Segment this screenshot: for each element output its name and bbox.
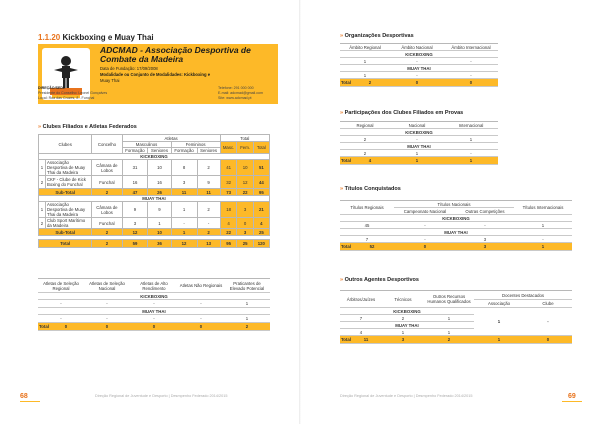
- table-cell: 2: [39, 176, 46, 189]
- table-cell: -: [38, 300, 84, 308]
- table-cell: Outros Recursos Humanos Qualificados: [424, 291, 474, 308]
- table-cell: 22: [237, 189, 253, 196]
- h-femininos: Femininos: [171, 142, 220, 148]
- table-cell: 1: [390, 157, 444, 165]
- table-cell: 1: [474, 308, 524, 336]
- president: Presidente do Conselho: Leonel Gonçalves: [38, 91, 108, 95]
- table-cell: 0: [84, 323, 130, 331]
- table-cell: 7: [340, 315, 382, 322]
- table-cell: 95: [220, 240, 237, 248]
- table-cell: Árbitros/Juízes: [340, 291, 382, 308]
- table-cell: 4: [340, 329, 382, 336]
- table-cell: 11: [171, 189, 197, 196]
- table-cell: Total 4: [340, 157, 390, 165]
- table-cell: 3: [237, 202, 253, 218]
- table-cell: 1: [444, 136, 498, 143]
- table-cell: Sub-Total: [39, 189, 92, 196]
- contact-email: E-mail: adcmad@gmail.com: [218, 91, 263, 95]
- page-number: 68: [20, 393, 28, 400]
- clubes-table: [38, 134, 270, 248]
- section-title: [38, 33, 154, 42]
- table-cell: 41: [220, 160, 237, 176]
- table-cell: 0: [524, 336, 572, 344]
- table-cell: 1: [171, 202, 197, 218]
- table-cell: Atletas de Alto Rendimento: [130, 279, 178, 293]
- table-cell: 0: [178, 323, 224, 331]
- org-table: [340, 43, 498, 87]
- table-cell: -: [444, 58, 498, 65]
- contact-site: Site: www.adcmad.pt: [218, 96, 252, 100]
- table-cell: 2: [197, 229, 220, 236]
- foundation-date: Data de Fundação: 17/09/2008: [100, 66, 158, 71]
- table-cell: Títulos Nacionais: [394, 201, 514, 208]
- table-cell: 9: [197, 176, 220, 189]
- table-cell: 0: [444, 79, 498, 87]
- table-cell: 3: [237, 229, 253, 236]
- table-cell: 11: [197, 189, 220, 196]
- titulos-heading: » Títulos Conquistados: [340, 186, 401, 192]
- right-page: [300, 0, 600, 424]
- table-row: [38, 315, 270, 323]
- table-row: [38, 300, 270, 308]
- entity-name: ADCMAD - Associação Desportiva de Combate da Madeira: [100, 45, 251, 64]
- table-cell: Clube: [524, 300, 572, 308]
- table-cell: 2: [92, 240, 122, 248]
- table-cell: MUAY THAI: [340, 322, 474, 329]
- table-cell: 51: [253, 160, 269, 176]
- table-cell: 2: [92, 229, 122, 236]
- table-cell: 0: [237, 218, 253, 229]
- table-cell: 95: [253, 189, 269, 196]
- band-muay-thai: MUAY THAI: [39, 196, 270, 202]
- org-heading: » Organizações Desportivas: [340, 33, 414, 39]
- table-cell: 1: [424, 329, 474, 336]
- contact-phone: Telefone: 291 000 000: [218, 86, 254, 90]
- table-cell: 10: [148, 160, 171, 176]
- table-cell: -: [178, 315, 224, 323]
- table-cell: 1: [514, 243, 572, 251]
- table-cell: 18: [220, 202, 237, 218]
- table-cell: Internacional: [444, 122, 498, 129]
- table-cell: 4: [220, 218, 237, 229]
- table-cell: Funchal: [92, 176, 122, 189]
- table-cell: 12: [171, 240, 197, 248]
- subtotal-row: [39, 189, 270, 196]
- table-cell: Club Sport Marítimo da Madeira: [45, 218, 91, 229]
- table-cell: Associação Desportiva de Muay Thai da Madeira: [45, 160, 91, 176]
- entity-meta: [100, 66, 270, 84]
- table-cell: 3: [382, 336, 424, 344]
- table-cell: -: [84, 300, 130, 308]
- table-cell: 1: [39, 202, 46, 218]
- table-cell: 26: [148, 189, 171, 196]
- table-cell: 25: [253, 229, 269, 236]
- table-cell: 1: [390, 150, 444, 157]
- table-cell: -: [171, 218, 197, 229]
- table-cell: -: [197, 218, 220, 229]
- table-row: [39, 176, 270, 189]
- table-cell: 10: [237, 160, 253, 176]
- table-cell: -: [84, 315, 130, 323]
- table-cell: Total 52: [340, 243, 394, 251]
- table-cell: 12: [237, 176, 253, 189]
- table-cell: 16: [148, 176, 171, 189]
- table-cell: Títulos Internacionais: [514, 201, 572, 215]
- table-cell: KICKBOXING: [38, 293, 270, 300]
- table-cell: -: [390, 136, 444, 143]
- table-cell: 0: [390, 79, 444, 87]
- table-cell: 3: [456, 236, 514, 243]
- table-cell: 12: [122, 229, 148, 236]
- table-cell: Atletas Não Regionais: [178, 279, 224, 293]
- table-cell: 1: [474, 336, 524, 344]
- table-cell: 2: [340, 136, 390, 143]
- h-fem: Fem.: [237, 142, 253, 154]
- table-cell: -: [394, 222, 456, 229]
- table-cell: Câmara de Lobos: [92, 202, 122, 218]
- table-cell: 21: [253, 202, 269, 218]
- table-cell: 2: [197, 160, 220, 176]
- table-cell: -: [444, 72, 498, 79]
- table-cell: 10: [148, 229, 171, 236]
- table-cell: 1: [340, 72, 390, 79]
- table-cell: 2: [340, 150, 390, 157]
- table-cell: -: [38, 315, 84, 323]
- table-cell: -: [390, 58, 444, 65]
- total-row: [38, 323, 270, 331]
- table-cell: 32: [220, 176, 237, 189]
- table-cell: -: [456, 222, 514, 229]
- table-cell: 2: [424, 336, 474, 344]
- direction-label: DIREÇÃO/SEDE: [38, 86, 66, 90]
- table-cell: 4: [253, 218, 269, 229]
- h-clubes: Clubes: [39, 135, 92, 154]
- table-cell: 120: [253, 240, 269, 248]
- table-cell: Sub-Total: [39, 229, 92, 236]
- table-cell: Seniores: [148, 148, 171, 154]
- table-cell: Docentes Destacados: [474, 291, 572, 300]
- h-tot: Total: [253, 142, 269, 154]
- table-cell: Atletas de Seleção Nacional: [84, 279, 130, 293]
- table-cell: Associação: [474, 300, 524, 308]
- table-cell: 2: [92, 189, 122, 196]
- modalities: Modalidade ou Conjunto de Modalidades: Kickboxing e: [100, 72, 211, 77]
- address: Local: Rua das Cruzes, 8 - Funchal: [38, 96, 95, 100]
- modalities-cont: Muay Thai: [100, 78, 120, 83]
- table-cell: 7: [340, 236, 394, 243]
- table-cell: -: [394, 236, 456, 243]
- table-cell: -: [178, 300, 224, 308]
- table-cell: 1: [444, 157, 498, 165]
- table-cell: -: [390, 72, 444, 79]
- table-cell: 2: [382, 315, 424, 322]
- table-cell: KICKBOXING: [340, 51, 498, 58]
- table-cell: 9: [148, 202, 171, 218]
- table-cell: 2: [197, 202, 220, 218]
- table-cell: MUAY THAI: [340, 229, 572, 236]
- section-number: 1.1.20: [38, 33, 61, 42]
- h-masc: Masc.: [220, 142, 237, 154]
- table-cell: Âmbito Internacional: [444, 44, 498, 51]
- table-row: [39, 202, 270, 218]
- table-cell: Técnicos: [382, 291, 424, 308]
- table-cell: Total 0: [38, 323, 84, 331]
- table-cell: 1: [424, 315, 474, 322]
- table-cell: -: [514, 236, 572, 243]
- table-cell: Seniores: [197, 148, 220, 154]
- table-cell: MUAY THAI: [38, 308, 270, 315]
- table-row: [39, 160, 270, 176]
- table-cell: 16: [122, 176, 148, 189]
- titulos-table: [340, 200, 572, 251]
- table-cell: 3: [122, 218, 148, 229]
- table-cell: 1: [340, 58, 390, 65]
- table-cell: Total 11: [340, 336, 382, 344]
- table-cell: 59: [122, 240, 148, 248]
- total-row: [39, 240, 270, 248]
- table-cell: Funchal: [92, 218, 122, 229]
- table-cell: 44: [253, 176, 269, 189]
- subtotal-row: [39, 229, 270, 236]
- table-cell: -: [130, 300, 178, 308]
- page-number: 69: [568, 393, 576, 400]
- table-cell: 8: [171, 160, 197, 176]
- table-cell: Títulos Regionais: [340, 201, 394, 215]
- table-cell: 1: [39, 160, 46, 176]
- h-concelho: Concelho: [92, 135, 122, 154]
- clubes-heading: » Clubes Filiados e Atletas Federados: [38, 124, 137, 130]
- table-cell: Câmara de Lobos: [92, 160, 122, 176]
- table-cell: 1: [382, 329, 424, 336]
- table-cell: 9: [122, 202, 148, 218]
- table-cell: 2: [224, 323, 270, 331]
- part-heading: » Participações dos Clubes Filiados em Provas: [340, 110, 464, 116]
- table-cell: 1: [224, 300, 270, 308]
- table-cell: 3: [171, 176, 197, 189]
- table-cell: MUAY THAI: [340, 65, 498, 72]
- table-cell: 1: [514, 222, 572, 229]
- table-cell: Total 2: [340, 79, 390, 87]
- table-cell: Outras Competições: [456, 208, 514, 215]
- table-cell: 36: [148, 240, 171, 248]
- table-cell: 45: [340, 222, 394, 229]
- table-cell: MUAY THAI: [340, 143, 498, 150]
- table-cell: Formação: [171, 148, 197, 154]
- h-masculinos: Masculinos: [122, 142, 171, 148]
- table-cell: 1: [171, 229, 197, 236]
- table-cell: KICKBOXING: [340, 215, 572, 222]
- table-row: [39, 218, 270, 229]
- table-cell: 2: [39, 218, 46, 229]
- table-cell: Nacional: [390, 122, 444, 129]
- agentes-heading: » Outros Agentes Desportivos: [340, 277, 419, 283]
- selecao-table: [38, 278, 270, 331]
- h-atletas: Atletas: [122, 135, 220, 142]
- table-cell: Âmbito Regional: [340, 44, 390, 51]
- table-cell: 1: [224, 315, 270, 323]
- table-cell: Âmbito Nacional: [390, 44, 444, 51]
- band-kickboxing: KICKBOXING: [39, 154, 270, 160]
- agentes-table: [340, 290, 572, 344]
- table-cell: KICKBOXING: [340, 308, 474, 315]
- table-cell: 13: [197, 240, 220, 248]
- table-cell: 3: [456, 243, 514, 251]
- table-cell: Praticantes de Elevado Potencial: [224, 279, 270, 293]
- table-cell: -: [524, 308, 572, 336]
- table-cell: -: [444, 150, 498, 157]
- table-cell: -: [130, 315, 178, 323]
- table-cell: KICKBOXING: [340, 129, 498, 136]
- section-title-text: Kickboxing e Muay Thai: [62, 33, 154, 42]
- table-cell: 25: [237, 240, 253, 248]
- part-table: [340, 121, 498, 165]
- h-total: Total: [220, 135, 269, 142]
- table-cell: CKF - Clube de Kick Boxing do Funchal: [45, 176, 91, 189]
- table-cell: 22: [220, 229, 237, 236]
- table-cell: Total: [39, 240, 92, 248]
- table-cell: Atletas de Seleção Regional: [38, 279, 84, 293]
- table-cell: 31: [122, 160, 148, 176]
- footer-text: Direção Regional de Juventude e Desporto | Desmpenho Federado 2014/2015: [95, 394, 228, 398]
- table-cell: Campeonato Nacional: [394, 208, 456, 215]
- table-cell: Formação: [122, 148, 148, 154]
- table-cell: Associação Desportiva de Muay Thai da Madeira: [45, 202, 91, 218]
- table-cell: 0: [130, 323, 178, 331]
- table-cell: 47: [122, 189, 148, 196]
- table-cell: 0: [394, 243, 456, 251]
- table-cell: 1: [148, 218, 171, 229]
- table-cell: Regional: [340, 122, 390, 129]
- table-cell: 73: [220, 189, 237, 196]
- footer-text: Direção Regional de Juventude e Desporto | Desmpenho Federado 2014/2015: [340, 394, 473, 398]
